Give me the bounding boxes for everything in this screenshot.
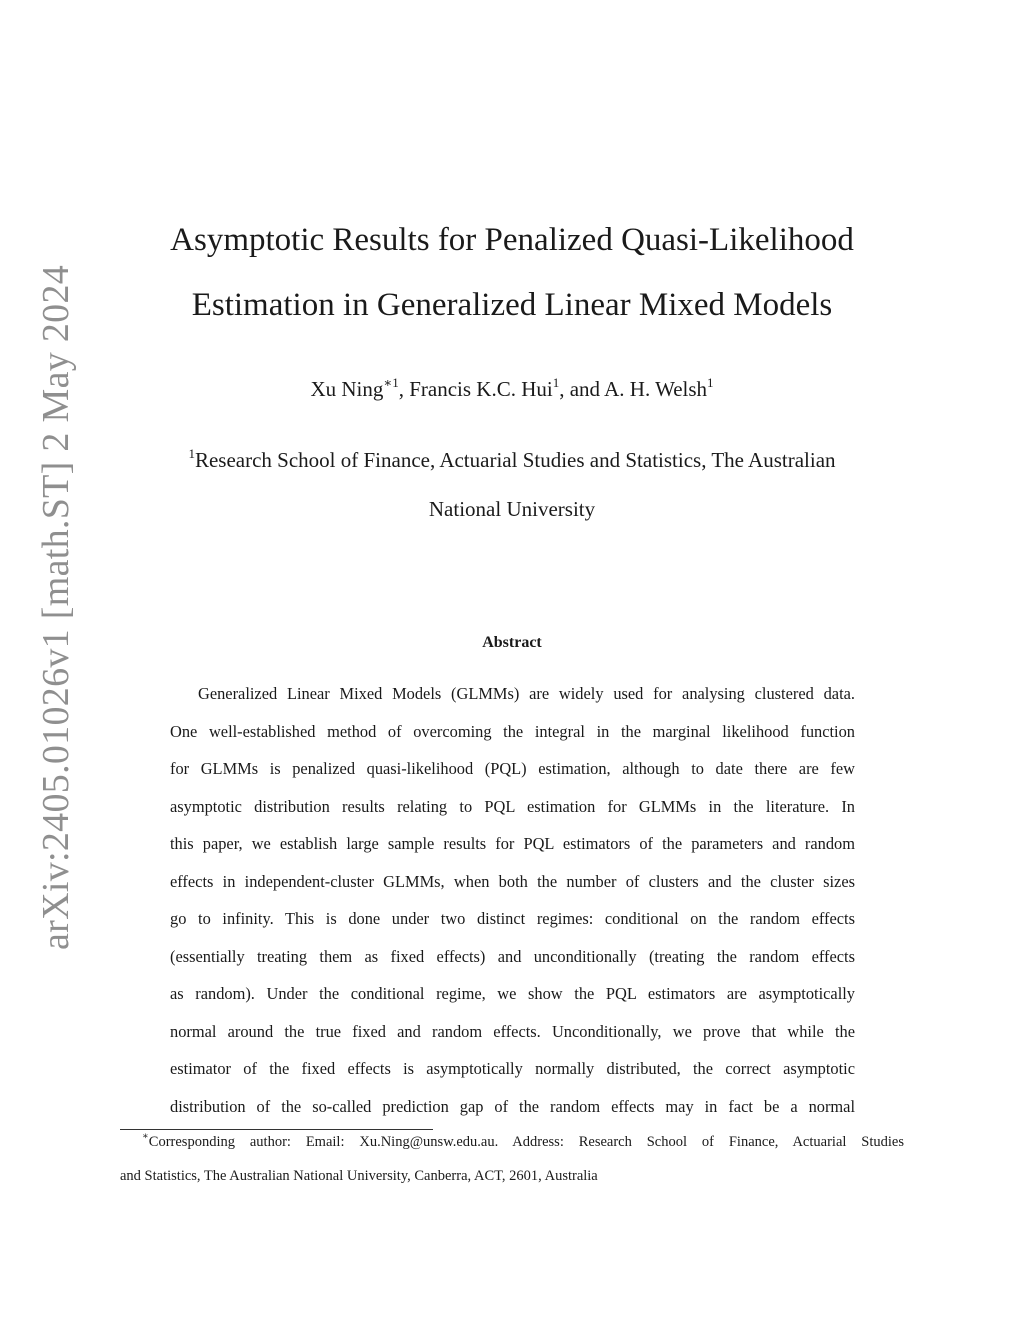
arxiv-identifier-stamp: arXiv:2405.01026v1 [math.ST] 2 May 2024 bbox=[35, 264, 77, 950]
abstract-line: for GLMMs is penalized quasi-likelihood (PQL) estimation, although to date there are few bbox=[170, 759, 855, 778]
abstract-line: effects in independent-cluster GLMMs, when both the number of clusters and the cluster sizes bbox=[170, 872, 855, 891]
affiliation-line-2: National University bbox=[428, 497, 596, 521]
abstract-line: distribution of the so-called prediction gap of the random effects may in fact be a normal bbox=[170, 1097, 855, 1116]
footnote-line-2: and Statistics, The Australian National University, Canberra, ACT, 2601, Australia bbox=[120, 1168, 598, 1184]
footnote-line-1 bbox=[142, 1131, 904, 1151]
author-name-2: , Francis K.C. Hui bbox=[398, 377, 553, 401]
affiliation-marker: 1 bbox=[188, 446, 195, 461]
footnote-marker: ∗ bbox=[142, 1131, 149, 1143]
abstract-line: estimator of the fixed effects is asymptotically normally distributed, the correct asymptotic bbox=[170, 1059, 855, 1078]
author-affiliation-marker-2: 1 bbox=[552, 375, 560, 390]
abstract-line: normal around the true fixed and random effects. Unconditionally, we prove that while the bbox=[170, 1022, 855, 1041]
abstract-heading: Abstract bbox=[482, 634, 542, 651]
paper-title-line-2: Estimation in Generalized Linear Mixed Models bbox=[191, 287, 833, 323]
abstract-line: Generalized Linear Mixed Models (GLMMs) are widely used for analysing clustered data. bbox=[198, 684, 855, 703]
abstract-line: asymptotic distribution results relating to PQL estimation for GLMMs in the literature. In bbox=[170, 797, 855, 816]
affiliation-text-1: Research School of Finance, Actuarial Studies and Statistics, The Australian bbox=[194, 448, 836, 472]
footnote-text-1: Corresponding author: Email: Xu.Ning@unsw.edu.au. Address: Research School of Finance, Actuarial Studies bbox=[148, 1134, 904, 1150]
abstract-line: (essentially treating them as fixed effects) and unconditionally (treating the random effects bbox=[170, 947, 855, 966]
paper-title-line-1: Asymptotic Results for Penalized Quasi-Likelihood bbox=[170, 222, 854, 258]
author-name-3: , and A. H. Welsh bbox=[559, 377, 708, 401]
affiliation-line-1 bbox=[80, 448, 944, 473]
abstract-line: go to infinity. This is done under two distinct regimes: conditional on the random effects bbox=[170, 909, 855, 928]
author-name-1: Xu Ning bbox=[310, 377, 384, 401]
author-list bbox=[100, 377, 924, 402]
abstract-line: this paper, we establish large sample results for PQL estimators of the parameters and random bbox=[170, 834, 855, 853]
author-affiliation-marker-1: ∗1 bbox=[383, 375, 399, 390]
footnote-divider bbox=[120, 1129, 433, 1130]
author-affiliation-marker-3: 1 bbox=[707, 375, 714, 390]
abstract-line: as random). Under the conditional regime, we show the PQL estimators are asymptotically bbox=[170, 984, 855, 1003]
abstract-line: One well-established method of overcoming the integral in the marginal likelihood function bbox=[170, 722, 855, 741]
